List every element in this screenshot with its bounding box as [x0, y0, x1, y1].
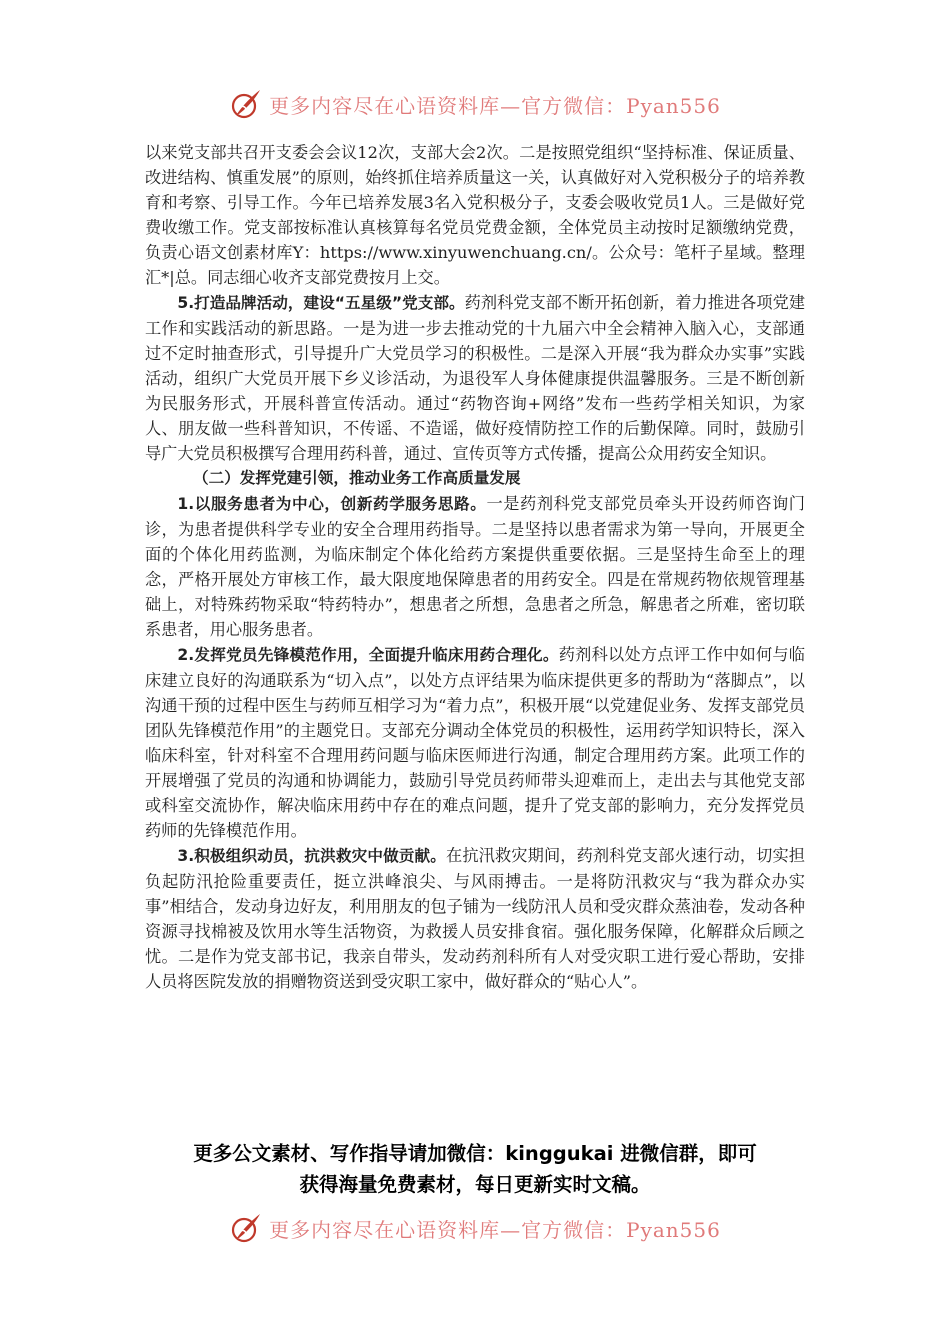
quill-logo-icon: [229, 87, 263, 121]
paragraph-patient-service: [145, 491, 805, 642]
promo-line-1: 更多公文素材、写作指导请加微信：kinggukai 进微信群，即可: [193, 1142, 757, 1165]
paragraph-lead: 3.积极组织动员，抗洪救灾中做贡献。: [177, 847, 446, 865]
paragraph-lead: 1.以服务患者为中心，创新药学服务思路。: [177, 495, 487, 513]
paragraph-pioneer-role: [145, 642, 805, 843]
paragraph-lead: 2.发挥党员先锋模范作用，全面提升临床用药合理化。: [177, 646, 559, 664]
paragraph-body: 一是药剂科党支部党员牵头开设药师咨询门诊，为患者提供科学专业的安全合理用药指导。二是坚持以患者需求为第一导向，开展更全面的个体化用药监测，为临床制定个体化给药方案提供重要依据。三是坚持生命至上的理念，严格开展处方审核工作，最大限度地保障患者的用药安全。四是在常规药物依规管理基础上，对特殊药物采取“特药特办”，想患者之所想，急患者之所急，解患者之所难，密切联系患者，用心服务患者。: [145, 494, 805, 639]
paragraph-body: 药剂科以处方点评工作中如何与临床建立良好的沟通联系为“切入点”，以处方点评结果为临床提供更多的帮助为“落脚点”，以沟通干预的过程中医生与药师互相学习为“着力点”，积极开展“以党建促业务、发挥支部党员团队先锋模范作用”的主题党日。支部充分调动全体党员的积极性，运用药学知识特长，深入临床科室，针对科室不合理用药问题与临床医师进行沟通，制定合理用药方案。此项工作的开展增强了党员的沟通和协调能力，鼓励引导党员药师带头迎难而上，走出去与其他党支部或科室交流协作，解决临床用药中存在的难点问题，提升了党支部的影响力，充分发挥党员药师的先锋模范作用。: [145, 645, 805, 840]
paragraph-body: 药剂科党支部不断开拓创新，着力推进各项党建工作和实践活动的新思路。一是为进一步去推动党的十九届六中全会精神入脑入心，支部通过不定时抽查形式，引导提升广大党员学习的积极性。二是深入开展“我为群众办实事”实践活动，组织广大党员开展下乡义诊活动，为退役军人身体健康提供温馨服务。三是不断创新为民服务形式，开展科普宣传活动。通过“药物咨询+网络”发布一些药学相关知识，为家人、朋友做一些科普知识，不传谣、不造谣，做好疫情防控工作的后勤保障。同时，鼓励引导广大党员积极撰写合理用药科普，通过、宣传页等方式传播，提高公众用药安全知识。: [145, 293, 806, 463]
footer-banner: [0, 1208, 950, 1248]
paragraph-brand-activity: [145, 290, 805, 466]
section-heading: （二）发挥党建引领，推动业务工作高质量发展: [193, 469, 521, 487]
footer-banner-text: 更多内容尽在心语资料库—官方微信：Pyan556: [269, 1217, 721, 1242]
header-banner-text: 更多内容尽在心语资料库—官方微信：Pyan556: [269, 93, 721, 118]
paragraph-lead: 5.打造品牌活动，建设“五星级”党支部。: [177, 294, 465, 312]
header-banner: [0, 84, 950, 124]
document-body: [145, 140, 805, 994]
paragraph-flood-relief: [145, 843, 805, 994]
quill-logo-icon: [229, 1211, 263, 1245]
promo-line-2: 获得海量免费素材，每日更新实时文稿。: [299, 1173, 651, 1196]
promo-text: [120, 1138, 830, 1200]
paragraph-party-branch-meetings: 以来党支部共召开支委会会议12次，支部大会2次。二是按照党组织“坚持标准、保证质量、改进结构、慎重发展”的原则，始终抓住培养质量这一关，认真做好对入党积极分子的培养教育和考察、引导工作。今年已培养发展3名入党积极分子，支委会吸收党员1人。三是做好党费收缴工作。党支部按标准认真核算每名党员党费金额，全体党员主动按时足额缴纳党费，负责心语文创素材库Y：https://www.xinyuwenchuang.cn/。公众号：笔杆子星域。整理汇*|总。同志细心收齐支部党费按月上交。: [145, 143, 805, 287]
paragraph-body: 在抗汛救灾期间，药剂科党支部火速行动，切实担负起防汛抢险重要责任，挺立洪峰浪尖、与风雨搏击。一是将防汛救灾与“我为群众办实事”相结合，发动身边好友，利用朋友的包子铺为一线防汛人员和受灾群众蒸油卷，发动各种资源寻找棉被及饮用水等生活物资，为救援人员安排食宿。强化服务保障，化解群众后顾之忧。二是作为党支部书记，我亲自带头，发动药剂科所有人对受灾职工进行爱心帮助，安排人员将医院发放的捐赠物资送到受灾职工家中，做好群众的“贴心人”。: [145, 846, 805, 991]
